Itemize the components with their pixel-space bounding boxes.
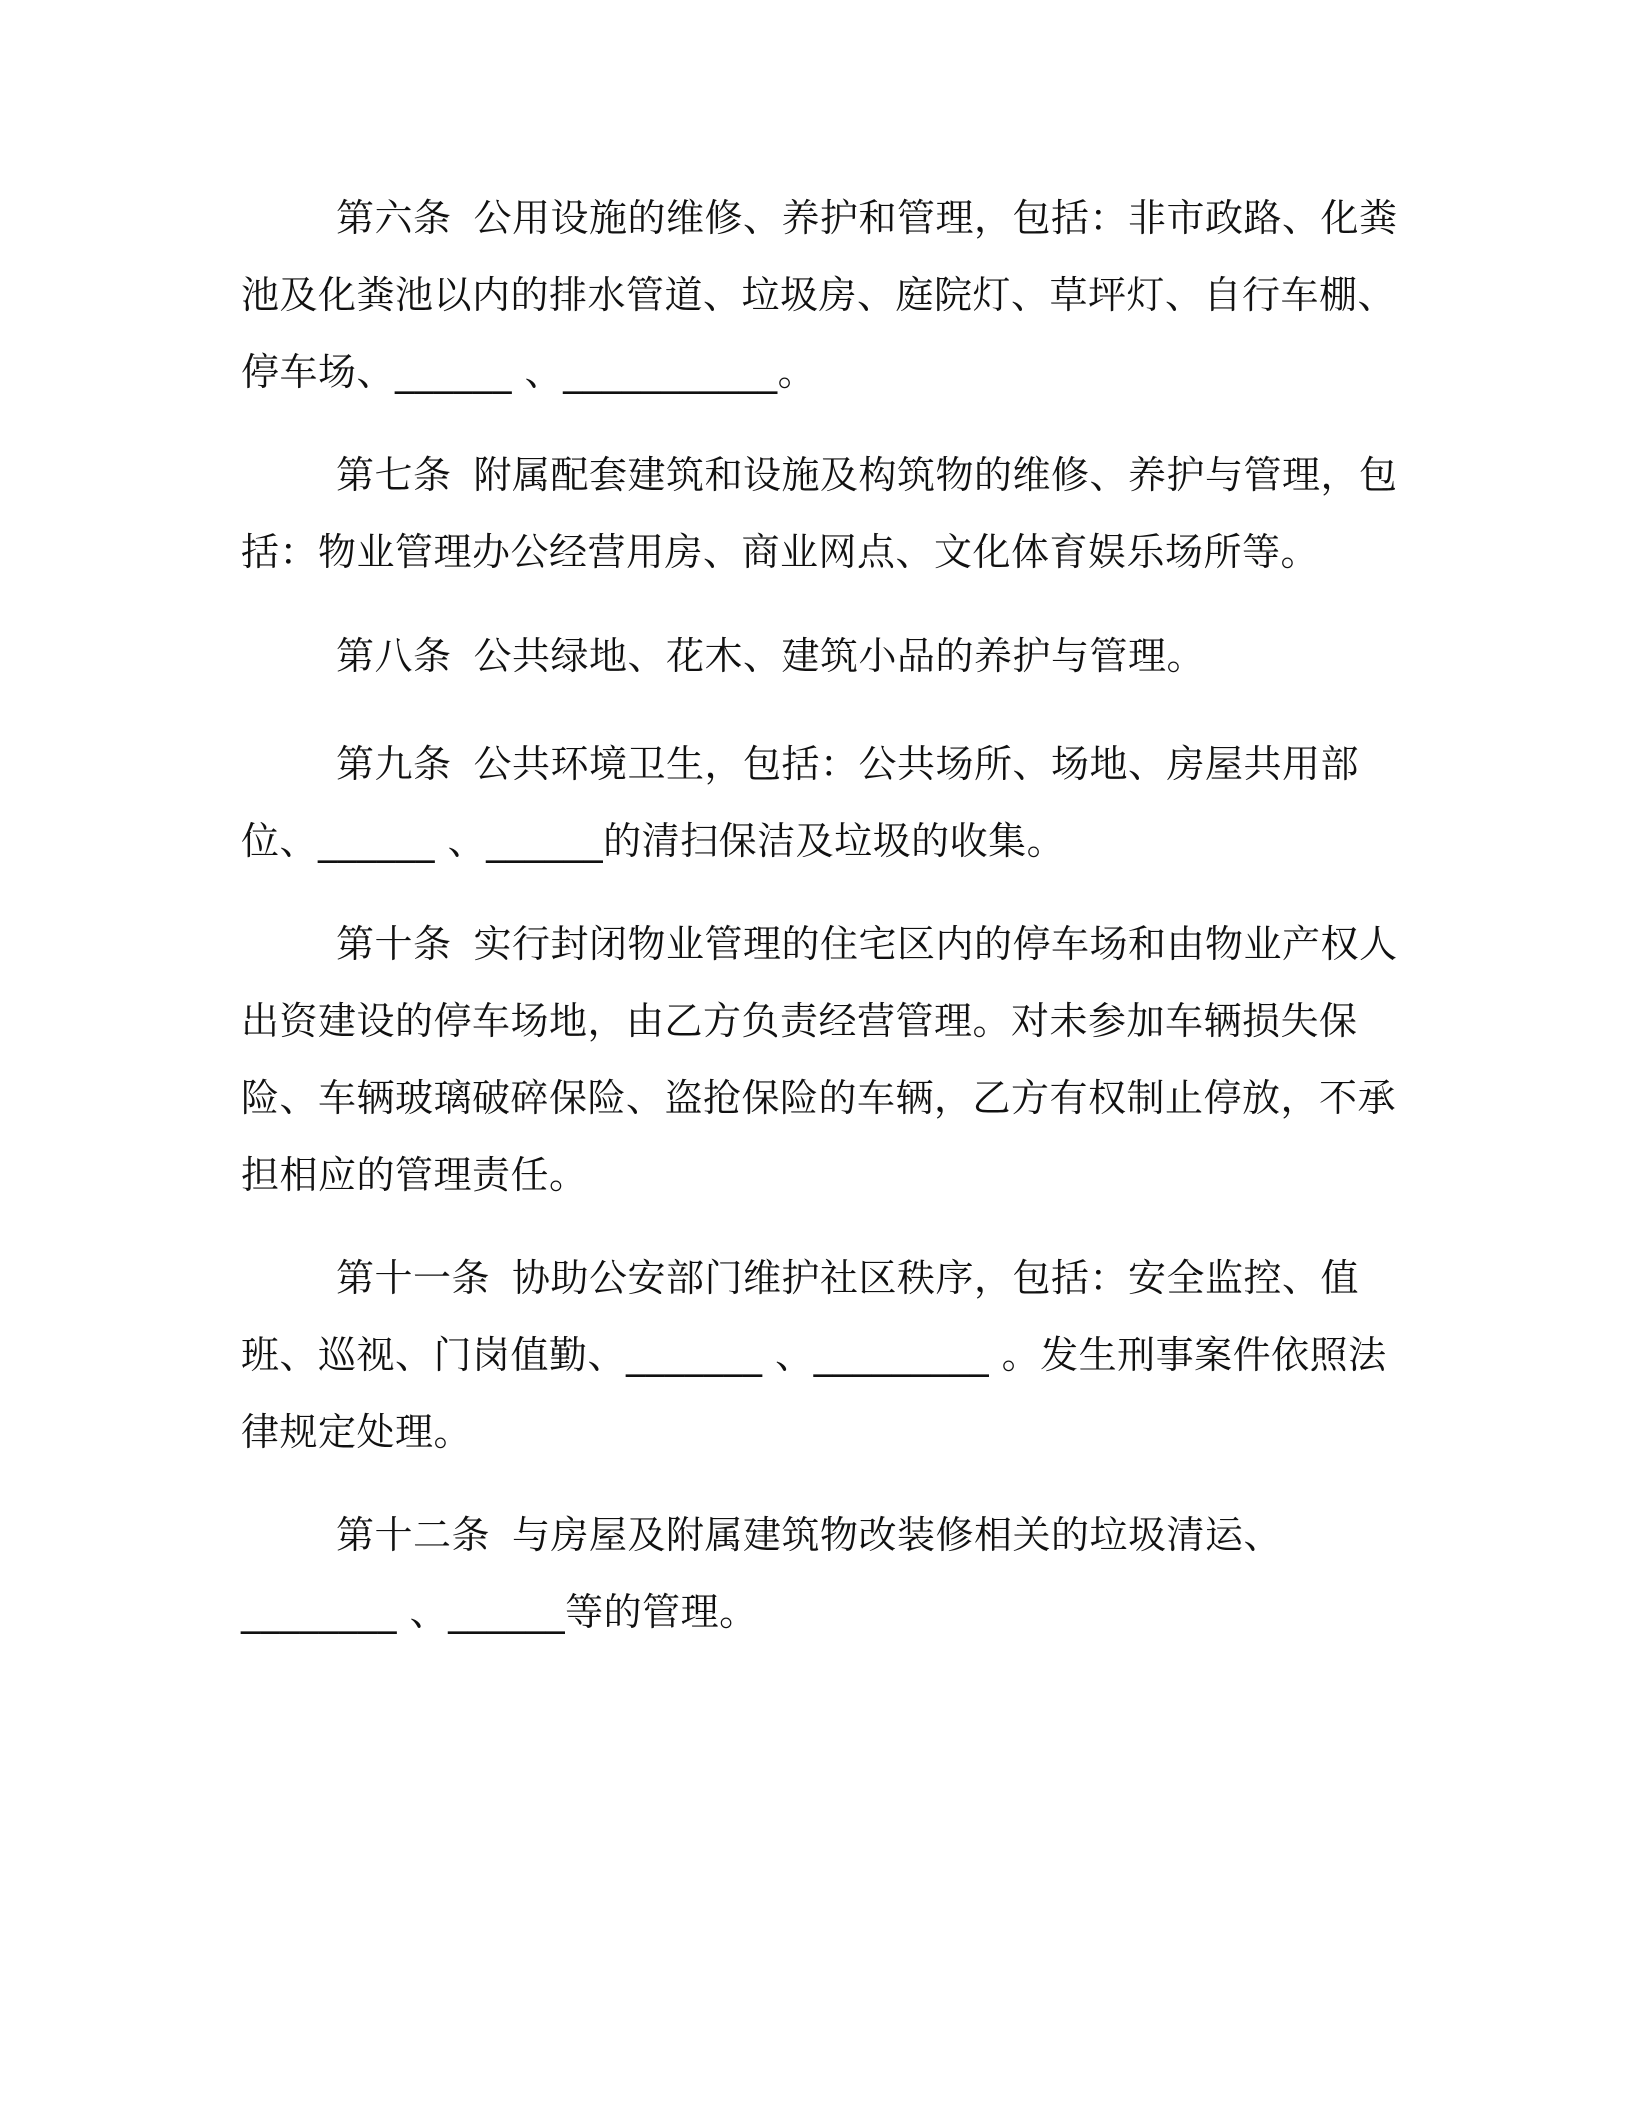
article-text: 附属配套建筑和设施及构筑物的维修、养护与管理，包括：物业管理办公经营用房、商业网点、文化体育娱乐场所等。 — [241, 453, 1398, 574]
article-text: 公共绿地、花木、建筑小品的养护与管理。 — [473, 634, 1206, 678]
article-11 — [241, 1240, 1401, 1471]
article-7 — [241, 437, 1401, 591]
article-12 — [241, 1497, 1401, 1651]
article-6 — [241, 180, 1401, 411]
article-label: 第九条 — [336, 742, 452, 786]
article-text: 公用设施的维修、养护和管理，包括：非市政路、化粪池及化粪池以内的排水管道、垃圾房、庭院灯、草坪灯、自行车棚、停车场、______ 、___________。 — [241, 196, 1398, 394]
article-8 — [241, 618, 1401, 695]
article-text: 公共环境卫生，包括：公共场所、场地、房屋共用部位、______ 、______的清扫保洁及垃圾的收集。 — [241, 742, 1360, 863]
article-label: 第七条 — [336, 453, 452, 497]
article-label: 第八条 — [336, 634, 452, 678]
article-label: 第十条 — [336, 922, 452, 966]
article-label: 第六条 — [336, 196, 452, 240]
article-label: 第十二条 — [336, 1513, 491, 1557]
article-label: 第十一条 — [336, 1256, 491, 1300]
article-text: 与房屋及附属建筑物改装修相关的垃圾清运、________ 、______等的管理。 — [241, 1513, 1283, 1634]
article-text: 协助公安部门维护社区秩序，包括：安全监控、值班、巡视、门岗值勤、_______ 、_________ 。发生刑事案件依照法律规定处理。 — [241, 1256, 1387, 1454]
article-9 — [241, 726, 1401, 880]
article-10 — [241, 906, 1401, 1214]
article-text: 实行封闭物业管理的住宅区内的停车场和由物业产权人出资建设的停车场地，由乙方负责经营管理。对未参加车辆损失保险、车辆玻璃破碎保险、盗抢保险的车辆，乙方有权制止停放，不承担相应的管理责任。 — [241, 922, 1398, 1197]
